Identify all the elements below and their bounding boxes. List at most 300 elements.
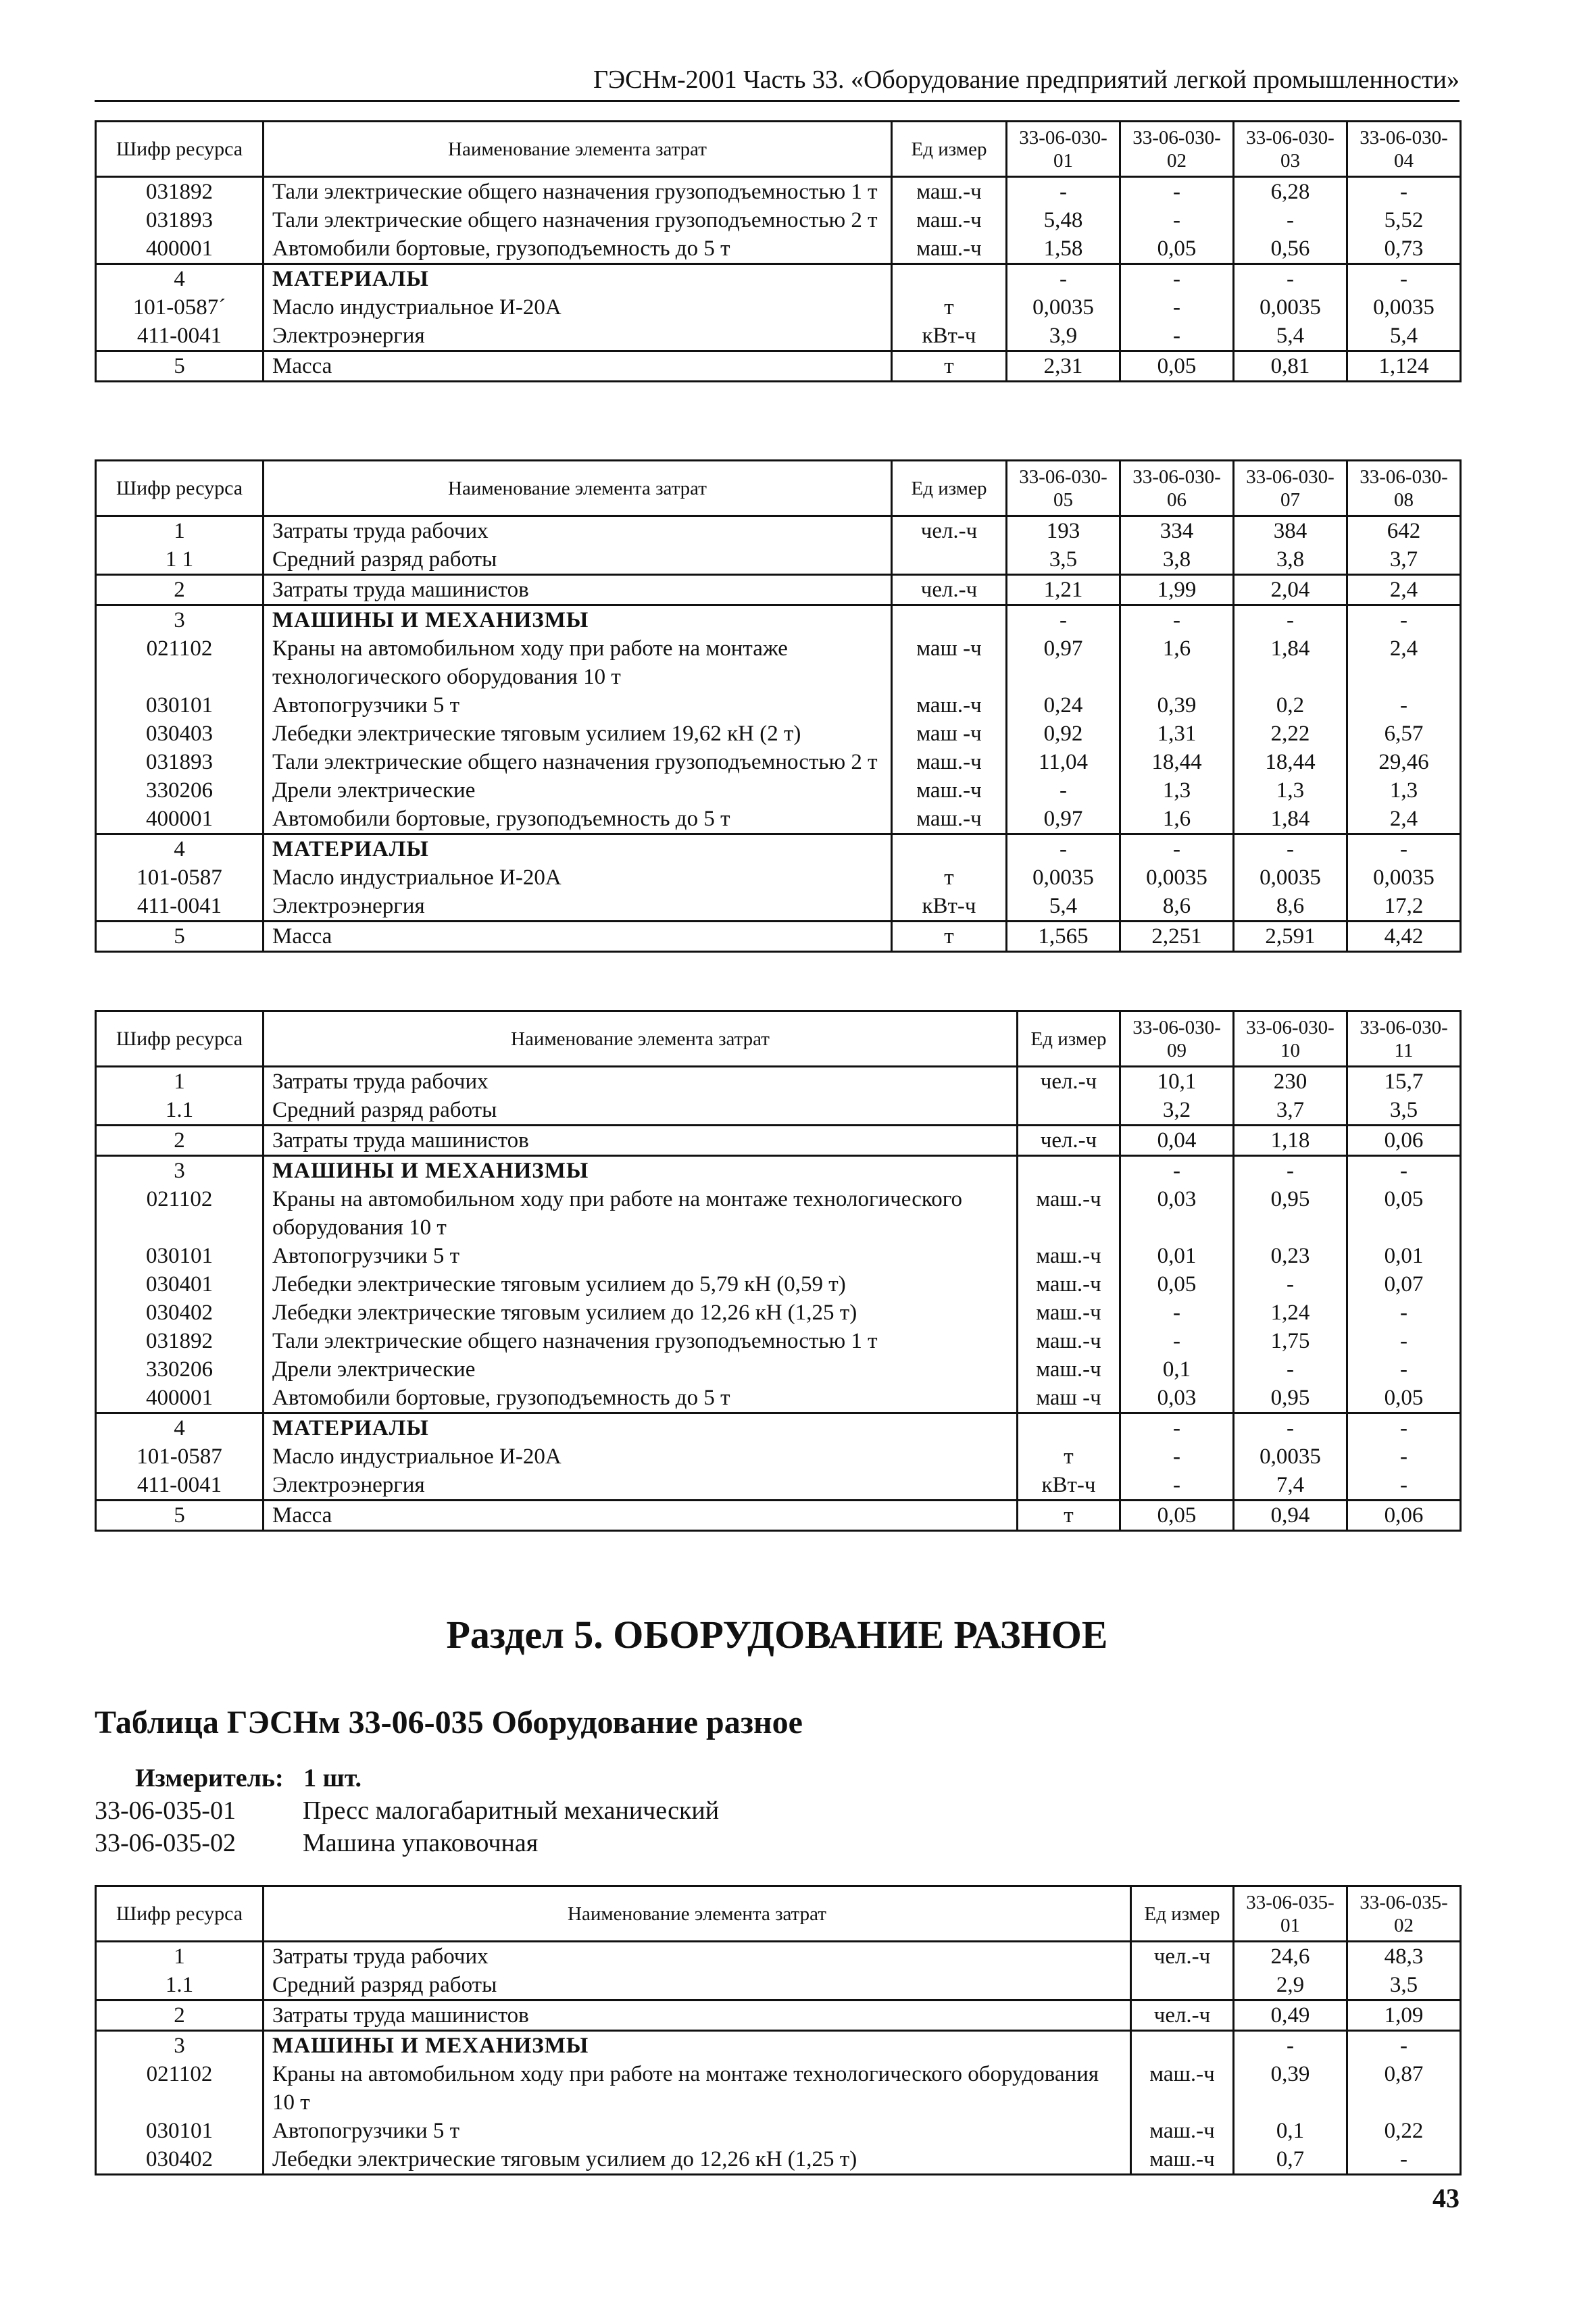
table-row — [96, 1413, 1461, 1443]
value-cell: 3,7 — [1234, 1096, 1347, 1126]
value-cell: 0,39 — [1120, 691, 1234, 720]
value-cell: - — [1120, 264, 1234, 294]
unit-cell: чел.-ч — [1131, 1942, 1234, 1971]
unit-cell: т — [892, 922, 1007, 952]
value-cell: 2,4 — [1347, 805, 1461, 834]
table-row — [96, 605, 1461, 635]
table-row — [96, 2145, 1461, 2175]
resource-table-3 — [95, 1010, 1460, 1532]
table-row — [96, 1471, 1461, 1501]
col-header-code: 33-06-030-07 — [1234, 461, 1347, 516]
value-cell: - — [1007, 264, 1120, 294]
value-cell: 0,81 — [1234, 351, 1347, 382]
resource-name-cell: МАШИНЫ И МЕХАНИЗМЫ — [264, 2031, 1131, 2061]
resource-code-cell: 1.1 — [96, 1971, 264, 2001]
value-cell: 0,0035 — [1234, 863, 1347, 892]
value-cell: 334 — [1120, 516, 1234, 546]
value-cell: 2,4 — [1347, 575, 1461, 605]
table-row — [96, 293, 1461, 322]
resource-code-cell: 411-0041 — [96, 322, 264, 351]
resource-name-cell: Автомобили бортовые, грузоподъемность до 5 т — [264, 234, 892, 264]
resource-table-4 — [95, 1885, 1460, 2175]
value-cell: - — [1347, 177, 1461, 207]
col-header-code: 33-06-030-08 — [1347, 461, 1461, 516]
running-header: ГЭСНм-2001 Часть 33. «Оборудование предприятий легкой промышленности» — [95, 59, 1460, 102]
value-cell: - — [1007, 834, 1120, 864]
unit-cell: т — [892, 351, 1007, 382]
value-cell: 1,21 — [1007, 575, 1120, 605]
section-title: Раздел 5. ОБОРУДОВАНИЕ РАЗНОЕ — [446, 1613, 1108, 1657]
resource-code-cell: 3 — [96, 605, 264, 635]
resource-name-cell: Краны на автомобильном ходу при работе на монтаже технологического оборудования 10 т — [264, 634, 892, 691]
resource-name-cell: Затраты труда рабочих — [264, 1942, 1131, 1971]
col-header-code: 33-06-030-06 — [1120, 461, 1234, 516]
value-cell: - — [1347, 1442, 1461, 1471]
resource-code-cell: 400001 — [96, 805, 264, 834]
resource-name-cell: Масса — [264, 1501, 1018, 1531]
value-cell: 0,05 — [1120, 351, 1234, 382]
table-row — [96, 575, 1461, 605]
value-cell: - — [1120, 206, 1234, 234]
value-cell: - — [1120, 322, 1234, 351]
col-header-shifr: Шифр ресурса — [96, 1011, 264, 1067]
resource-code-cell: 3 — [96, 1156, 264, 1186]
unit-cell: маш.-ч — [892, 691, 1007, 720]
unit-cell: маш.-ч — [1018, 1270, 1120, 1299]
value-cell: 0,24 — [1007, 691, 1120, 720]
value-cell: 10,1 — [1120, 1067, 1234, 1097]
resource-code-cell: 030401 — [96, 1270, 264, 1299]
resource-name-cell: Масло индустриальное И-20А — [264, 863, 892, 892]
resource-code-cell: 1.1 — [96, 1096, 264, 1126]
table-row — [96, 1067, 1461, 1097]
value-cell: 0,06 — [1347, 1126, 1461, 1156]
col-header-shifr: Шифр ресурса — [96, 122, 264, 177]
value-cell: 1,3 — [1234, 776, 1347, 805]
unit-cell: чел.-ч — [892, 575, 1007, 605]
table-row — [96, 206, 1461, 234]
value-cell: - — [1234, 2031, 1347, 2061]
value-cell: 0,87 — [1347, 2060, 1461, 2117]
unit-cell: маш.-ч — [1131, 2060, 1234, 2117]
value-cell: - — [1007, 605, 1120, 635]
col-header-code: 33-06-030-02 — [1120, 122, 1234, 177]
table-row — [96, 264, 1461, 294]
value-cell: - — [1347, 2031, 1461, 2061]
value-cell: 0,94 — [1234, 1501, 1347, 1531]
value-cell: 0,05 — [1120, 234, 1234, 264]
value-cell: - — [1234, 1413, 1347, 1443]
value-cell: 18,44 — [1120, 748, 1234, 776]
norm-code: 33-06-035-02 — [95, 1829, 236, 1857]
unit-cell — [892, 605, 1007, 635]
resource-code-cell: 101-0587 — [96, 1442, 264, 1471]
resource-code-cell: 400001 — [96, 1384, 264, 1413]
resource-code-cell: 031893 — [96, 206, 264, 234]
value-cell: 0,56 — [1234, 234, 1347, 264]
resource-name-cell: Автопогрузчики 5 т — [264, 691, 892, 720]
value-cell: 0,03 — [1120, 1185, 1234, 1242]
value-cell: - — [1347, 1413, 1461, 1443]
resource-code-cell: 2 — [96, 575, 264, 605]
unit-cell: маш.-ч — [892, 206, 1007, 234]
value-cell: 1,124 — [1347, 351, 1461, 382]
value-cell: - — [1120, 1299, 1234, 1327]
resource-code-cell: 030403 — [96, 720, 264, 748]
table-row — [96, 1096, 1461, 1126]
value-cell: 1,84 — [1234, 805, 1347, 834]
value-cell: 1,3 — [1347, 776, 1461, 805]
value-cell: - — [1234, 605, 1347, 635]
resource-code-cell: 2 — [96, 2001, 264, 2031]
resource-code-cell: 030101 — [96, 2117, 264, 2145]
resource-code-cell: 030402 — [96, 2145, 264, 2175]
table-row — [96, 634, 1461, 691]
resource-name-cell: Средний разряд работы — [264, 1096, 1018, 1126]
measure-value: 1 шт. — [303, 1764, 362, 1792]
unit-cell: маш -ч — [1018, 1384, 1120, 1413]
value-cell: - — [1347, 605, 1461, 635]
table-row — [96, 863, 1461, 892]
value-cell: 2,9 — [1234, 1971, 1347, 2001]
value-cell: - — [1120, 177, 1234, 207]
table-row — [96, 177, 1461, 207]
resource-code-cell: 5 — [96, 351, 264, 382]
resource-name-cell: Масло индустриальное И-20А — [264, 1442, 1018, 1471]
resource-name-cell: Лебедки электрические тяговым усилием до 12,26 кН (1,25 т) — [264, 1299, 1018, 1327]
value-cell: 0,92 — [1007, 720, 1120, 748]
resource-name-cell: Масло индустриальное И-20А — [264, 293, 892, 322]
resource-code-cell: 4 — [96, 1413, 264, 1443]
value-cell: 7,4 — [1234, 1471, 1347, 1501]
table-title: Таблица ГЭСНм 33-06-035 Оборудование разное — [95, 1705, 803, 1740]
col-header-name: Наименование элемента затрат — [264, 1011, 1018, 1067]
value-cell: 2,251 — [1120, 922, 1234, 952]
unit-cell: маш -ч — [892, 634, 1007, 691]
table-row — [96, 1156, 1461, 1186]
value-cell: 2,04 — [1234, 575, 1347, 605]
table-row — [96, 2031, 1461, 2061]
value-cell: - — [1007, 177, 1120, 207]
resource-name-cell: Тали электрические общего назначения грузоподъемностью 2 т — [264, 206, 892, 234]
table-row — [96, 1384, 1461, 1413]
unit-cell: маш.-ч — [892, 234, 1007, 264]
table-row — [96, 1501, 1461, 1531]
unit-cell: чел.-ч — [892, 516, 1007, 546]
norm-name: Машина упаковочная — [303, 1829, 539, 1857]
value-cell: 1,31 — [1120, 720, 1234, 748]
resource-name-cell: Масса — [264, 351, 892, 382]
table-row — [96, 516, 1461, 546]
unit-cell — [892, 264, 1007, 294]
value-cell: 1,24 — [1234, 1299, 1347, 1327]
value-cell: 0,05 — [1347, 1185, 1461, 1242]
value-cell: 384 — [1234, 516, 1347, 546]
unit-cell: т — [1018, 1442, 1120, 1471]
table-row — [96, 1185, 1461, 1242]
value-cell: 18,44 — [1234, 748, 1347, 776]
value-cell: 0,0035 — [1234, 1442, 1347, 1471]
value-cell: - — [1347, 1327, 1461, 1355]
resource-code-cell: 400001 — [96, 234, 264, 264]
unit-cell: кВт-ч — [1018, 1471, 1120, 1501]
value-cell: - — [1347, 264, 1461, 294]
resource-name-cell: Краны на автомобильном ходу при работе на монтаже технологического оборудования 10 т — [264, 2060, 1131, 2117]
resource-table-2 — [95, 459, 1460, 953]
table-row — [96, 1971, 1461, 2001]
resource-code-cell: 1 — [96, 1942, 264, 1971]
unit-cell: чел.-ч — [1131, 2001, 1234, 2031]
table-row — [96, 1942, 1461, 1971]
table-row — [96, 1299, 1461, 1327]
table-row — [96, 2001, 1461, 2031]
value-cell: 6,28 — [1234, 177, 1347, 207]
value-cell: 5,52 — [1347, 206, 1461, 234]
value-cell: 0,0035 — [1007, 863, 1120, 892]
resource-code-cell: 2 — [96, 1126, 264, 1156]
value-cell: 0,23 — [1234, 1242, 1347, 1270]
value-cell: 0,05 — [1120, 1501, 1234, 1531]
resource-code-cell: 330206 — [96, 776, 264, 805]
value-cell: 6,57 — [1347, 720, 1461, 748]
col-header-shifr: Шифр ресурса — [96, 1886, 264, 1942]
table-row — [96, 1327, 1461, 1355]
unit-cell: маш.-ч — [892, 748, 1007, 776]
value-cell: - — [1347, 1355, 1461, 1384]
value-cell: 5,4 — [1234, 322, 1347, 351]
resource-code-cell: 030101 — [96, 1242, 264, 1270]
value-cell: - — [1234, 1156, 1347, 1186]
value-cell: 1,99 — [1120, 575, 1234, 605]
resource-name-cell: Автопогрузчики 5 т — [264, 2117, 1131, 2145]
value-cell: 1,3 — [1120, 776, 1234, 805]
resource-name-cell: Краны на автомобильном ходу при работе на монтаже технологического оборудования 10 т — [264, 1185, 1018, 1242]
value-cell: 230 — [1234, 1067, 1347, 1097]
value-cell: 3,8 — [1120, 545, 1234, 575]
resource-name-cell: Дрели электрические — [264, 1355, 1018, 1384]
resource-name-cell: МАШИНЫ И МЕХАНИЗМЫ — [264, 1156, 1018, 1186]
value-cell: 5,4 — [1007, 892, 1120, 922]
unit-cell: чел.-ч — [1018, 1126, 1120, 1156]
unit-cell: маш.-ч — [1131, 2145, 1234, 2175]
value-cell: 24,6 — [1234, 1942, 1347, 1971]
table-row — [96, 322, 1461, 351]
resource-name-cell: Электроэнергия — [264, 322, 892, 351]
table-row — [96, 720, 1461, 748]
value-cell: 0,97 — [1007, 634, 1120, 691]
unit-cell — [1131, 1971, 1234, 2001]
value-cell: 0,1 — [1120, 1355, 1234, 1384]
col-header-code: 33-06-030-10 — [1234, 1011, 1347, 1067]
value-cell: 0,0035 — [1347, 293, 1461, 322]
value-cell: 11,04 — [1007, 748, 1120, 776]
table-row — [96, 2060, 1461, 2117]
value-cell: 0,73 — [1347, 234, 1461, 264]
value-cell: 3,7 — [1347, 545, 1461, 575]
resource-code-cell: 5 — [96, 922, 264, 952]
value-cell: - — [1120, 605, 1234, 635]
table-row — [96, 1242, 1461, 1270]
table-row — [96, 1442, 1461, 1471]
col-header-code: 33-06-030-01 — [1007, 122, 1120, 177]
resource-code-cell: 4 — [96, 264, 264, 294]
col-header-unit: Ед измер — [892, 122, 1007, 177]
unit-cell — [892, 545, 1007, 575]
value-cell: - — [1120, 1156, 1234, 1186]
unit-cell: маш.-ч — [892, 776, 1007, 805]
table-row — [96, 2117, 1461, 2145]
col-header-unit: Ед измер — [892, 461, 1007, 516]
value-cell: 1,58 — [1007, 234, 1120, 264]
table-row — [96, 748, 1461, 776]
unit-cell: чел.-ч — [1018, 1067, 1120, 1097]
value-cell: 3,5 — [1007, 545, 1120, 575]
table-row — [96, 922, 1461, 952]
col-header-shifr: Шифр ресурса — [96, 461, 264, 516]
unit-cell: маш.-ч — [1018, 1242, 1120, 1270]
value-cell: 3,9 — [1007, 322, 1120, 351]
col-header-code: 33-06-030-11 — [1347, 1011, 1461, 1067]
table-row — [96, 776, 1461, 805]
value-cell: 642 — [1347, 516, 1461, 546]
value-cell: 48,3 — [1347, 1942, 1461, 1971]
col-header-code: 33-06-035-02 — [1347, 1886, 1461, 1942]
unit-cell — [1018, 1096, 1120, 1126]
unit-cell: кВт-ч — [892, 892, 1007, 922]
value-cell: 0,0035 — [1234, 293, 1347, 322]
table-row — [96, 1270, 1461, 1299]
value-cell: - — [1347, 2145, 1461, 2175]
table-row — [96, 351, 1461, 382]
unit-cell: маш.-ч — [1018, 1299, 1120, 1327]
unit-cell — [892, 834, 1007, 864]
unit-cell — [1018, 1413, 1120, 1443]
resource-code-cell: 101-0587 — [96, 863, 264, 892]
value-cell: 0,95 — [1234, 1384, 1347, 1413]
table-row — [96, 834, 1461, 864]
value-cell: 0,06 — [1347, 1501, 1461, 1531]
resource-name-cell: Тали электрические общего назначения грузоподъемностью 1 т — [264, 177, 892, 207]
col-header-unit: Ед измер — [1018, 1011, 1120, 1067]
value-cell: - — [1007, 776, 1120, 805]
measure-block — [95, 1762, 1460, 1859]
value-cell: - — [1347, 1156, 1461, 1186]
value-cell: 2,22 — [1234, 720, 1347, 748]
value-cell: 1,84 — [1234, 634, 1347, 691]
value-cell: 0,0035 — [1120, 863, 1234, 892]
col-header-code: 33-06-030-03 — [1234, 122, 1347, 177]
value-cell: - — [1347, 1471, 1461, 1501]
unit-cell: маш.-ч — [1018, 1355, 1120, 1384]
resource-code-cell: 101-0587´ — [96, 293, 264, 322]
value-cell: - — [1234, 1270, 1347, 1299]
resource-name-cell: Масса — [264, 922, 892, 952]
resource-code-cell: 030101 — [96, 691, 264, 720]
resource-name-cell: Затраты труда рабочих — [264, 516, 892, 546]
page-number: 43 — [1432, 2183, 1460, 2213]
resource-code-cell: 1 — [96, 516, 264, 546]
resource-name-cell: Автопогрузчики 5 т — [264, 1242, 1018, 1270]
unit-cell — [1018, 1156, 1120, 1186]
unit-cell: т — [892, 293, 1007, 322]
unit-cell: маш.-ч — [1018, 1185, 1120, 1242]
resource-name-cell: Тали электрические общего назначения грузоподъемностью 2 т — [264, 748, 892, 776]
resource-name-cell: Затраты труда рабочих — [264, 1067, 1018, 1097]
resource-name-cell: МАТЕРИАЛЫ — [264, 264, 892, 294]
value-cell: 0,95 — [1234, 1185, 1347, 1242]
resource-name-cell: Электроэнергия — [264, 1471, 1018, 1501]
value-cell: 0,7 — [1234, 2145, 1347, 2175]
resource-code-cell: 031892 — [96, 177, 264, 207]
resource-code-cell: 031892 — [96, 1327, 264, 1355]
resource-name-cell: Автомобили бортовые, грузоподъемность до 5 т — [264, 805, 892, 834]
value-cell: 0,05 — [1120, 1270, 1234, 1299]
value-cell: 17,2 — [1347, 892, 1461, 922]
value-cell: - — [1120, 834, 1234, 864]
value-cell: 3,5 — [1347, 1971, 1461, 2001]
value-cell: 0,0035 — [1347, 863, 1461, 892]
value-cell: 1,18 — [1234, 1126, 1347, 1156]
value-cell: 3,2 — [1120, 1096, 1234, 1126]
unit-cell: маш.-ч — [1018, 1327, 1120, 1355]
value-cell: 5,4 — [1347, 322, 1461, 351]
unit-cell: маш.-ч — [892, 805, 1007, 834]
value-cell: 0,1 — [1234, 2117, 1347, 2145]
measure-label: Измеритель: — [135, 1764, 284, 1792]
resource-code-cell: 1 1 — [96, 545, 264, 575]
resource-name-cell: Лебедки электрические тяговым усилием 19,62 кН (2 т) — [264, 720, 892, 748]
resource-name-cell: Дрели электрические — [264, 776, 892, 805]
resource-name-cell: МАТЕРИАЛЫ — [264, 834, 892, 864]
value-cell: 0,2 — [1234, 691, 1347, 720]
value-cell: - — [1120, 1471, 1234, 1501]
unit-cell: т — [892, 863, 1007, 892]
resource-name-cell: МАТЕРИАЛЫ — [264, 1413, 1018, 1443]
value-cell: 0,0035 — [1007, 293, 1120, 322]
resource-table-1 — [95, 120, 1460, 382]
value-cell: 1,565 — [1007, 922, 1120, 952]
value-cell: 0,07 — [1347, 1270, 1461, 1299]
resource-name-cell: Затраты труда машинистов — [264, 1126, 1018, 1156]
norm-code: 33-06-035-01 — [95, 1796, 236, 1825]
value-cell: - — [1347, 1299, 1461, 1327]
resource-name-cell: Средний разряд работы — [264, 545, 892, 575]
value-cell: - — [1347, 834, 1461, 864]
value-cell: - — [1234, 264, 1347, 294]
unit-cell: т — [1018, 1501, 1120, 1531]
col-header-code: 33-06-030-05 — [1007, 461, 1120, 516]
value-cell: - — [1234, 206, 1347, 234]
value-cell: 15,7 — [1347, 1067, 1461, 1097]
value-cell: 1,75 — [1234, 1327, 1347, 1355]
value-cell: 0,03 — [1120, 1384, 1234, 1413]
value-cell: - — [1120, 1413, 1234, 1443]
resource-name-cell: Автомобили бортовые, грузоподъемность до 5 т — [264, 1384, 1018, 1413]
resource-code-cell: 3 — [96, 2031, 264, 2061]
col-header-code: 33-06-035-01 — [1234, 1886, 1347, 1942]
value-cell: 0,01 — [1347, 1242, 1461, 1270]
value-cell: 2,31 — [1007, 351, 1120, 382]
value-cell: 8,6 — [1234, 892, 1347, 922]
table-row — [96, 545, 1461, 575]
table-row — [96, 234, 1461, 264]
value-cell: 2,591 — [1234, 922, 1347, 952]
col-header-name: Наименование элемента затрат — [264, 122, 892, 177]
table-row — [96, 691, 1461, 720]
resource-name-cell: МАШИНЫ И МЕХАНИЗМЫ — [264, 605, 892, 635]
resource-code-cell: 5 — [96, 1501, 264, 1531]
value-cell: 29,46 — [1347, 748, 1461, 776]
